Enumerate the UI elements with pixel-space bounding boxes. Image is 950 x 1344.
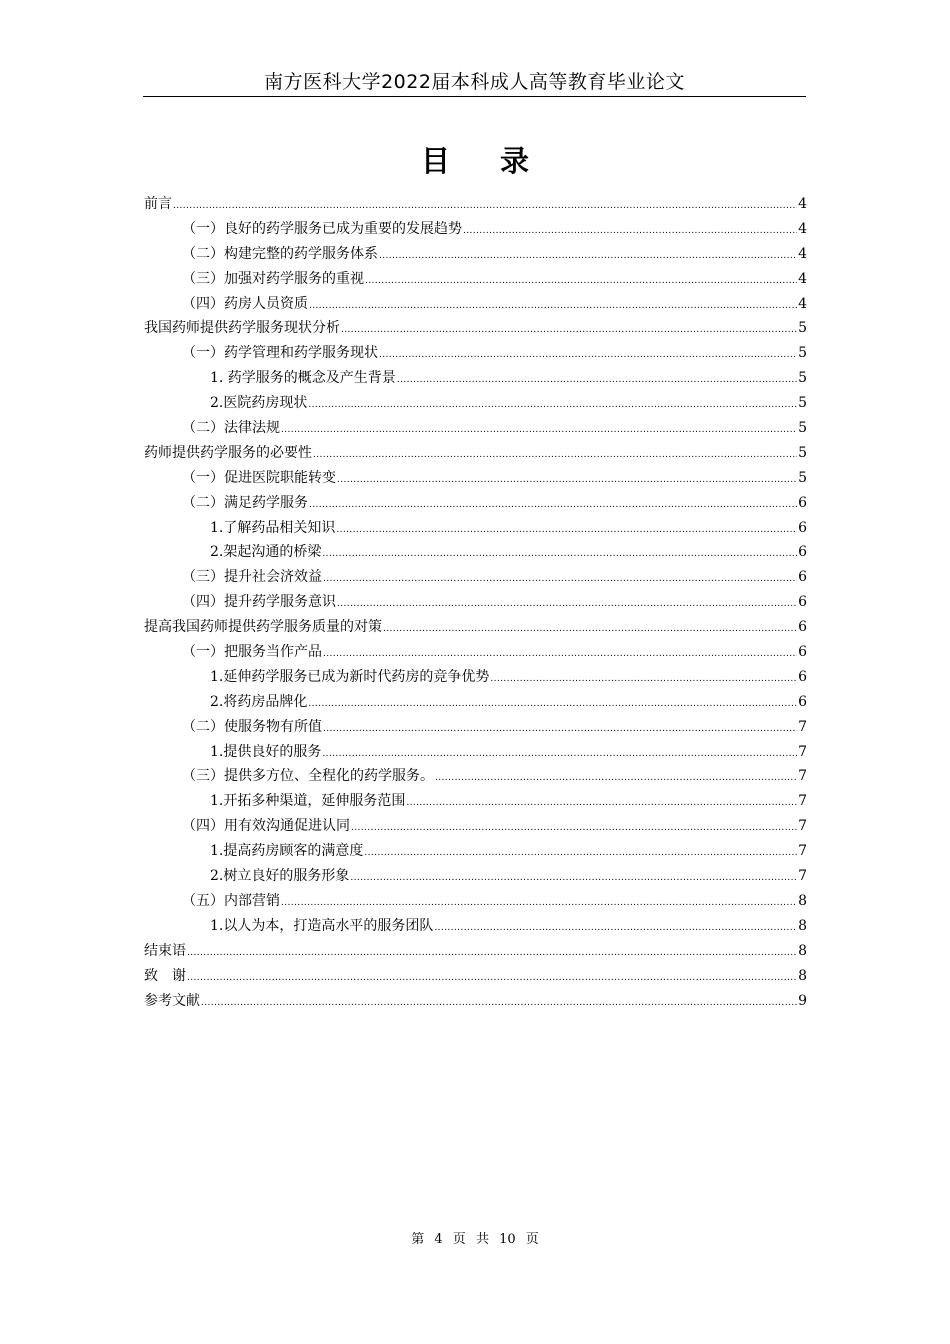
toc-entry[interactable]: [144, 964, 807, 989]
toc-entry-page: 4: [798, 245, 807, 262]
toc-entry-page: 8: [798, 917, 807, 934]
toc-entry[interactable]: [144, 565, 807, 590]
page-header: [143, 68, 806, 97]
toc-entry-page: 5: [798, 444, 807, 461]
toc-entry-label: 2.树立良好的服务形象: [210, 868, 350, 885]
toc-entry-label: 我国药师提供药学服务现状分析: [144, 320, 340, 337]
toc-entry-page: 6: [798, 644, 807, 661]
toc-dot-leader: [309, 294, 797, 317]
toc-entry[interactable]: [144, 316, 807, 341]
toc-dot-leader: [379, 244, 797, 267]
toc-dot-leader: [281, 891, 797, 914]
toc-entry-page: 6: [798, 569, 807, 586]
toc-dot-leader: [463, 219, 797, 242]
footer-page-word: 页: [452, 1232, 466, 1247]
toc-entry[interactable]: [144, 217, 807, 242]
toc-dot-leader: [490, 667, 797, 690]
toc-entry-page: 4: [798, 270, 807, 287]
toc-dot-leader: [350, 866, 797, 889]
footer-prefix: 第: [411, 1232, 425, 1247]
toc-entry-label: 1.提高药房顾客的满意度: [210, 843, 364, 860]
toc-entry-label: （二）构建完整的药学服务体系: [182, 245, 378, 262]
toc-entry[interactable]: [144, 839, 807, 864]
toc-entry-label: 1.以人为本，打造高水平的服务团队: [210, 917, 434, 934]
toc-entry-page: 4: [798, 220, 807, 237]
toc-entry[interactable]: [144, 715, 807, 740]
toc-entry-label: 1.延伸药学服务已成为新时代药房的竞争优势: [210, 668, 490, 685]
toc-entry-page: 7: [798, 743, 807, 760]
toc-entry[interactable]: [144, 341, 807, 366]
toc-dot-leader: [201, 991, 797, 1014]
toc-entry[interactable]: [144, 441, 807, 466]
toc-entry[interactable]: [144, 416, 807, 441]
toc-entry-page: 7: [798, 818, 807, 835]
toc-entry-page: 6: [798, 544, 807, 561]
toc-entry-label: （四）药房人员资质: [182, 295, 308, 312]
toc-dot-leader: [383, 617, 797, 640]
toc-entry-page: 4: [798, 196, 807, 212]
toc-entry-page: 8: [798, 942, 807, 959]
toc-dot-leader: [309, 493, 797, 516]
toc-entry-page: 5: [798, 469, 807, 486]
toc-dot-leader: [281, 418, 797, 441]
toc-entry-page: 5: [798, 420, 807, 437]
toc-entry-label: 1.开拓多种渠道，延伸服务范围: [210, 793, 406, 810]
toc-entry-page: 8: [798, 967, 807, 984]
toc-entry-label: 2.医院药房现状: [210, 395, 308, 412]
toc-entry[interactable]: [144, 864, 807, 889]
toc-entry[interactable]: [144, 690, 807, 715]
toc-entry-page: 6: [798, 519, 807, 536]
toc-entry-page: 7: [798, 718, 807, 735]
toc-entry-label: 1.了解药品相关知识: [210, 519, 336, 536]
toc-dot-leader: [434, 916, 797, 939]
toc-dot-leader: [341, 318, 797, 341]
toc-entry[interactable]: [144, 665, 807, 690]
toc-dot-leader: [435, 766, 797, 789]
toc-entry[interactable]: [144, 192, 807, 217]
toc-dot-leader: [187, 966, 797, 989]
toc-dot-leader: [308, 393, 797, 416]
toc-entry[interactable]: [144, 814, 807, 839]
toc-dot-leader: [187, 941, 797, 964]
toc-entry-label: （三）加强对药学服务的重视: [182, 270, 364, 287]
toc-entry-label: （四）提升药学服务意识: [182, 594, 336, 611]
toc-entry-page: 5: [798, 370, 807, 387]
toc-dot-leader: [406, 791, 797, 814]
toc-entry[interactable]: [144, 491, 807, 516]
toc-dot-leader: [336, 518, 797, 541]
toc-entry-page: 9: [798, 992, 807, 1009]
toc-entry-page: 6: [798, 693, 807, 710]
toc-dot-leader: [322, 742, 797, 765]
toc-entry[interactable]: [144, 889, 807, 914]
toc-entry-label: （五）内部营销: [182, 892, 280, 909]
toc-entry[interactable]: [144, 267, 807, 292]
toc-entry-label: 结束语: [144, 942, 186, 959]
toc-entry-label: （二）使服务物有所值: [182, 718, 322, 735]
toc-entry-page: 7: [798, 793, 807, 810]
toc-entry[interactable]: [144, 366, 807, 391]
toc-dot-leader: [379, 343, 797, 366]
toc-dot-leader: [308, 692, 797, 715]
footer-total-pages: 10: [499, 1232, 516, 1247]
toc-entry-label: 致 谢: [144, 967, 186, 984]
toc-entry-page: 5: [798, 345, 807, 362]
toc-entry-label: 参考文献: [144, 992, 200, 1009]
toc-entry[interactable]: [144, 989, 807, 1014]
toc-entry-label: 药师提供药学服务的必要性: [144, 444, 312, 461]
toc-entry-label: （三）提升社会济效益: [182, 569, 322, 586]
footer-total-word: 共: [475, 1232, 489, 1247]
toc-entry[interactable]: [144, 540, 807, 565]
toc-dot-leader: [351, 816, 797, 839]
toc-dot-leader: [323, 717, 797, 740]
toc-entry-label: （三）提供多方位、全程化的药学服务。: [182, 768, 434, 785]
toc-entry[interactable]: [144, 789, 807, 814]
toc-entry[interactable]: [144, 740, 807, 765]
toc-entry-page: 5: [798, 320, 807, 337]
toc-entry-page: 6: [798, 494, 807, 511]
toc-entry-label: 1. 药学服务的概念及产生背景: [210, 370, 396, 387]
toc-dot-leader: [173, 194, 797, 217]
toc-entry-page: 6: [798, 668, 807, 685]
footer-current-page: 4: [434, 1232, 443, 1247]
toc-dot-leader: [337, 592, 797, 615]
toc-entry[interactable]: [144, 764, 807, 789]
toc-entry-label: （四）用有效沟通促进认同: [182, 818, 350, 835]
toc-entry[interactable]: [144, 466, 807, 491]
table-of-contents: [144, 192, 807, 1013]
toc-dot-leader: [337, 468, 797, 491]
toc-entry-label: 2.架起沟通的桥梁: [210, 544, 322, 561]
toc-entry-label: （一）促进医院职能转变: [182, 469, 336, 486]
toc-entry-page: 5: [798, 395, 807, 412]
toc-entry[interactable]: [144, 939, 807, 964]
toc-title: 目录: [420, 144, 579, 179]
toc-dot-leader: [397, 368, 797, 391]
toc-entry[interactable]: [144, 590, 807, 615]
toc-entry-page: 6: [798, 594, 807, 611]
toc-dot-leader: [364, 841, 797, 864]
toc-entry-page: 6: [798, 619, 807, 636]
toc-entry-page: 7: [798, 868, 807, 885]
toc-entry[interactable]: [144, 640, 807, 665]
toc-entry[interactable]: [144, 242, 807, 267]
toc-entry-page: 7: [798, 768, 807, 785]
toc-entry[interactable]: [144, 914, 807, 939]
toc-entry-label: （二）满足药学服务: [182, 494, 308, 511]
toc-entry[interactable]: [144, 292, 807, 317]
toc-entry-label: （一）良好的药学服务已成为重要的发展趋势: [182, 220, 462, 237]
toc-dot-leader: [365, 269, 797, 292]
toc-entry-page: 8: [798, 892, 807, 909]
toc-entry-label: （二）法律法规: [182, 420, 280, 437]
toc-entry-page: 4: [798, 295, 807, 312]
toc-entry[interactable]: [144, 615, 807, 640]
toc-entry-label: （一）把服务当作产品: [182, 644, 322, 661]
toc-dot-leader: [313, 443, 797, 466]
page-footer: [0, 1228, 950, 1252]
toc-entry-label: （一）药学管理和药学服务现状: [182, 345, 378, 362]
toc-entry-label: 2.将药房品牌化: [210, 693, 308, 710]
toc-entry-label: 提高我国药师提供药学服务质量的对策: [144, 619, 382, 636]
toc-dot-leader: [323, 642, 797, 665]
toc-entry[interactable]: [144, 516, 807, 541]
toc-dot-leader: [323, 567, 797, 590]
toc-entry[interactable]: [144, 391, 807, 416]
footer-suffix: 页: [525, 1232, 539, 1247]
toc-entry-label: 前言: [144, 196, 172, 212]
toc-entry-page: 7: [798, 843, 807, 860]
header-title: 南方医科大学2022届本科成人高等教育毕业论文: [264, 71, 685, 93]
toc-dot-leader: [322, 542, 797, 565]
toc-entry-label: 1.提供良好的服务: [210, 743, 322, 760]
